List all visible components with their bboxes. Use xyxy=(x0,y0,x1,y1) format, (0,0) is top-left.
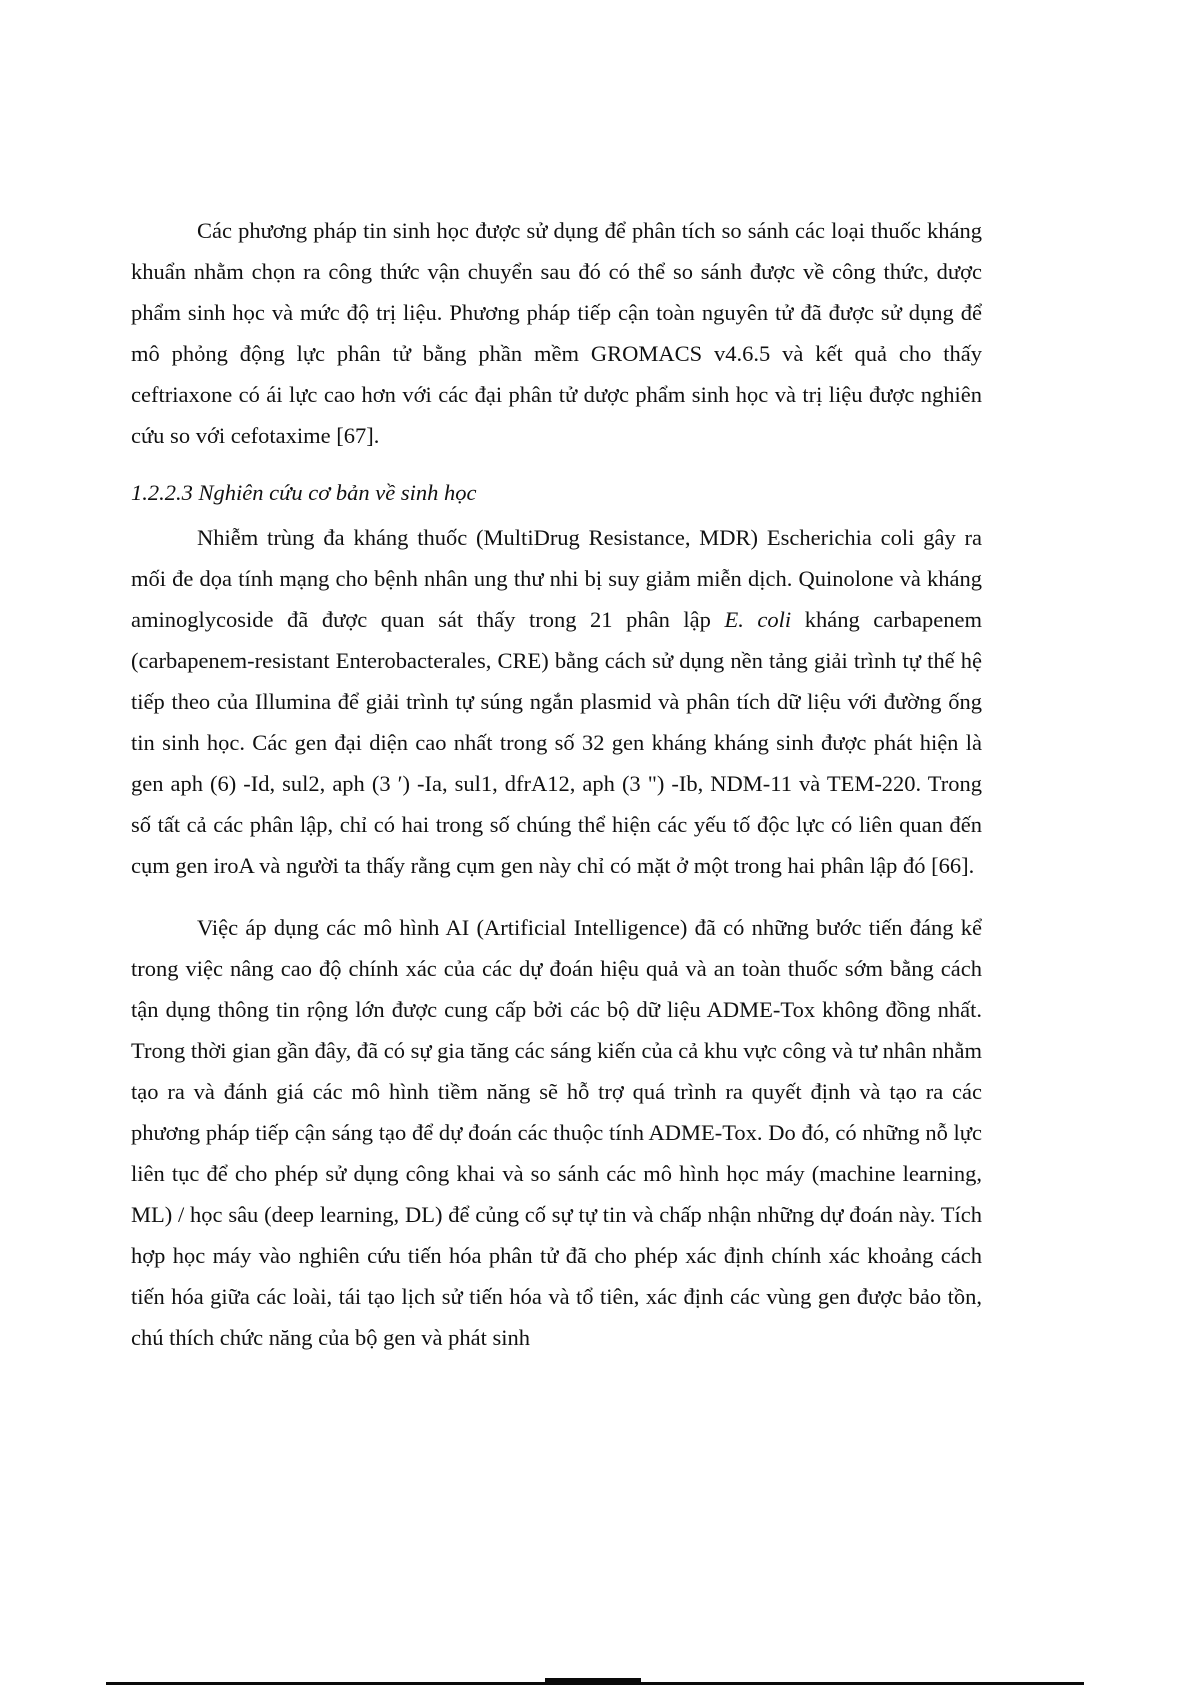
text-block xyxy=(131,210,982,1358)
paragraph-mdr-ecoli-run-2: kháng carbapenem (carbapenem-resistant Enterobacterales, CRE) bằng cách sử dụng nền tảng giải trình tự thế hệ tiếp theo của Illumina để giải trình tự súng ngắn plasmid và phân tích dữ liệu với đường ống tin sinh học. Các gen đại diện cao nhất trong số 32 gen kháng kháng sinh được phát hiện là gen aph (6) -Id, sul2, aph (3 ′) -Ia, sul1, dfrA12, aph (3 ") -Ib, NDM-11 và TEM-220. Trong số tất cả các phân lập, chỉ có hai trong số chúng thể hiện các yếu tố độc lực có liên quan đến cụm gen iroA và người ta thấy rằng cụm gen này chỉ có mặt ở một trong hai phân lập đó [66]. xyxy=(131,607,982,878)
paragraph-mdr-ecoli-run-1: Nhiễm trùng đa kháng thuốc (MultiDrug Resistance, MDR) Escherichia coli gây ra mối đe dọa tính mạng cho bệnh nhân ung thư nhi bị suy giảm miễn dịch. Quinolone và kháng aminoglycoside đã được quan sát thấy trong 21 phân lập xyxy=(131,525,982,632)
paragraph-bioinformatics-methods: Các phương pháp tin sinh học được sử dụng để phân tích so sánh các loại thuốc kháng khuẩn nhằm chọn ra công thức vận chuyển sau đó có thể so sánh được về công thức, dược phẩm sinh học và mức độ trị liệu. Phương pháp tiếp cận toàn nguyên tử đã được sử dụng để mô phỏng động lực phân tử bằng phần mềm GROMACS v4.6.5 và kết quả cho thấy ceftriaxone có ái lực cao hơn với các đại phân tử dược phẩm sinh học và trị liệu được nghiên cứu so với cefotaxime [67]. xyxy=(131,218,982,448)
paragraph-mdr-ecoli-italic-species: E. coli xyxy=(724,607,792,632)
section-heading-1-2-2-3: 1.2.2.3 Nghiên cứu cơ bản về sinh học xyxy=(131,480,477,505)
paragraph-mdr-ecoli xyxy=(131,517,982,886)
paragraph-ai-models: Việc áp dụng các mô hình AI (Artificial Intelligence) đã có những bước tiến đáng kể trong việc nâng cao độ chính xác của các dự đoán hiệu quả và an toàn thuốc sớm bằng cách tận dụng thông tin rộng lớn được cung cấp bởi các bộ dữ liệu ADME-Tox không đồng nhất. Trong thời gian gần đây, đã có sự gia tăng các sáng kiến của cả khu vực công và tư nhân nhằm tạo ra và đánh giá các mô hình tiềm năng sẽ hỗ trợ quá trình ra quyết định và tạo ra các phương pháp tiếp cận sáng tạo để dự đoán các thuộc tính ADME-Tox. Do đó, có những nỗ lực liên tục để cho phép sử dụng công khai và so sánh các mô hình học máy (machine learning, ML) / học sâu (deep learning, DL) để củng cố sự tự tin và chấp nhận những dự đoán này. Tích hợp học máy vào nghiên cứu tiến hóa phân tử đã cho phép xác định chính xác khoảng cách tiến hóa giữa các loài, tái tạo lịch sử tiến hóa và tổ tiên, xác định các vùng gen được bảo tồn, chú thích chức năng của bộ gen và phát sinh xyxy=(131,915,982,1350)
